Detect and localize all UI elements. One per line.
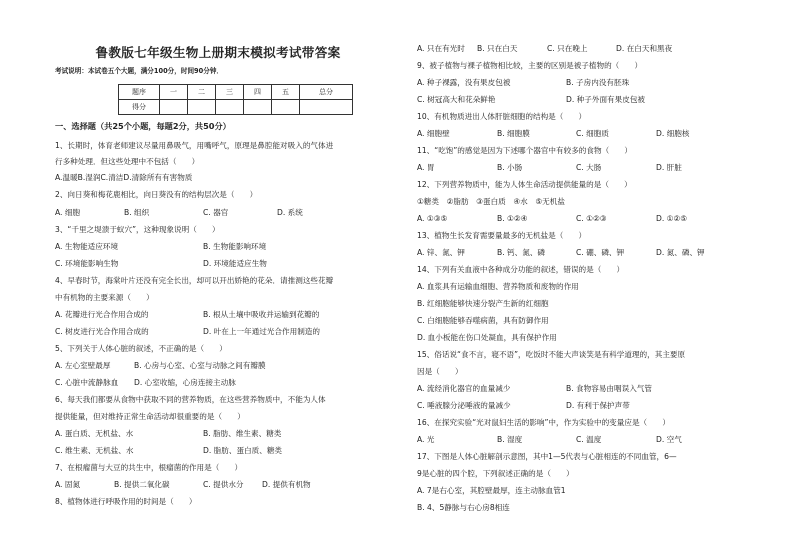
question-option: D. 血小板能在伤口处凝血，具有保护作用 (417, 333, 557, 342)
question-option: D. 空气 (656, 435, 682, 444)
question-option: B. 提供二氧化碳 (114, 480, 170, 489)
question-option: B. 根从土壤中吸收并运输到花瓣的 (203, 310, 320, 319)
question-stem: 9是心脏的四个腔，下列叙述正确的是（ ） (417, 469, 574, 478)
score-cell[interactable] (300, 100, 353, 115)
score-header-cell: 总分 (300, 85, 353, 100)
question-option: C. 只在晚上 (547, 44, 588, 53)
substance-list: ①糖类 ②脂肪 ③蛋白质 ④水 ⑤无机盐 (417, 197, 565, 206)
score-cell[interactable] (216, 100, 244, 115)
question-option: C. 维生素、无机盐、水 (55, 446, 134, 455)
question-option: A. 生物能适应环境 (55, 242, 119, 251)
question-option: B. 钙、氮、磷 (497, 248, 546, 257)
exam-note: 考试说明：本试卷五个大题，满分100分，时间90分钟． (55, 67, 224, 75)
question-option: C. 温度 (576, 435, 602, 444)
question-option: C. 白细胞能够吞噬病菌，具有防御作用 (417, 316, 549, 325)
page-title: 鲁教版七年级生物上册期末模拟考试带答案 (95, 45, 341, 60)
question-stem: 行多种处理．但这些处理中不包括（ ） (55, 157, 200, 166)
question-option: A. 固氮 (55, 480, 81, 489)
question-stem: 5、下列关于人体心脏的叙述，不正确的是（ ） (55, 344, 227, 353)
question-option: C. 环境能影响生物 (55, 259, 119, 268)
question-option: A. 胃 (417, 163, 435, 172)
question-option: B. 小肠 (497, 163, 523, 172)
question-stem: 8、植物体进行呼吸作用的时间是（ ） (55, 497, 197, 506)
score-header-cell: 三 (216, 85, 244, 100)
score-cell[interactable] (244, 100, 272, 115)
question-option: C. ①②③ (576, 214, 607, 223)
question-option: A. 细胞 (55, 208, 81, 217)
question-option: C. 器官 (203, 208, 229, 217)
question-option: A. 蛋白质、无机盐、水 (55, 429, 134, 438)
question-option: C. 心脏中流静脉血 (55, 378, 119, 387)
question-option: D. 心室收缩，心房连接主动脉 (134, 378, 236, 387)
question-option: B. 组织 (124, 208, 150, 217)
question-stem: 7、在根瘤菌与大豆的共生中，根瘤菌的作用是（ ） (55, 463, 243, 472)
question-option: B. 脂肪、维生素、糖类 (203, 429, 282, 438)
question-option: D. 有利于保护声带 (566, 401, 630, 410)
score-cell[interactable] (188, 100, 216, 115)
question-option: C. 唾液腺分泌唾液的量减少 (417, 401, 511, 410)
score-header-cell: 一 (160, 85, 188, 100)
question-option: B. 食物容易由咽误入气管 (566, 384, 652, 393)
question-option: D. 肝脏 (656, 163, 682, 172)
question-option: C. 提供水分 (203, 480, 244, 489)
question-option: B. 只在白天 (477, 44, 518, 53)
score-header-cell: 五 (272, 85, 300, 100)
question-option: D. 细胞核 (656, 129, 690, 138)
question-option: D. 脂肪、蛋白质、糖类 (203, 446, 283, 455)
question-option: C. 细胞质 (576, 129, 609, 138)
question-stem: 6、每天我们都要从食物中获取不同的营养物质，在这些营养物质中，不能为人体 (55, 395, 326, 404)
question-option: A. 种子裸露，没有果皮包被 (417, 78, 511, 87)
question-option: A. 光 (417, 435, 435, 444)
question-option: D. 种子外面有果皮包被 (566, 95, 646, 104)
question-option: C. 硼、磷、钾 (576, 248, 625, 257)
question-option: A.温暖B.湿润C.清洁D.清除所有有害物质 (55, 173, 193, 182)
question-stem: 提供能量，但对维持正常生命活动却很重要的是（ ） (55, 412, 245, 421)
table-row (119, 100, 353, 115)
question-option: B. 红细胞能够快速分裂产生新的红细胞 (417, 299, 549, 308)
score-header-cell: 四 (244, 85, 272, 100)
question-stem: 3、“千里之堤溃于蚁穴”，这种现象说明（ ） (55, 225, 220, 234)
question-stem: 11、“吃饱”的感觉是因为下述哪个器官中有较多的食物（ ） (417, 146, 632, 155)
score-header-cell: 题序 (119, 85, 160, 100)
question-option: D. 氮、磷、钾 (656, 248, 705, 257)
question-option: B. 心房与心室、心室与动脉之间有瓣膜 (134, 361, 266, 370)
question-stem: 14、下列有关血液中各种成分功能的叙述，错误的是（ ） (417, 265, 625, 274)
question-option: D. 环境能适应生物 (203, 259, 267, 268)
score-table (118, 84, 353, 115)
question-option: B. 生物能影响环境 (203, 242, 267, 251)
question-stem: 4、早春时节，海棠叶片还没有完全长出，却可以开出娇艳的花朵．请推测这些花瓣 (55, 276, 334, 285)
score-header-cell: 二 (188, 85, 216, 100)
score-cell[interactable] (272, 100, 300, 115)
question-option: A. 只在有光时 (417, 44, 465, 53)
question-option: A. 细胞壁 (417, 129, 450, 138)
question-option: D. 提供有机物 (262, 480, 311, 489)
question-stem: 2、向日葵和梅花鹿相比，向日葵没有的结构层次是（ ） (55, 190, 258, 199)
question-option: D. ①②⑤ (656, 214, 688, 223)
question-stem: 12、下列营养物质中，能为人体生命活动提供能量的是（ ） (417, 180, 632, 189)
question-option: B. 细胞膜 (497, 129, 530, 138)
question-option: B. 4、5静脉与右心房8相连 (417, 503, 510, 512)
question-stem: 16、在探究实验“光对鼠妇生活的影响”中，作为实验中的变量应是（ ） (417, 418, 670, 427)
question-stem: 17、下图是人体心脏解剖示意图，其中1—5代表与心脏相连的不同血管，6— (417, 452, 677, 461)
question-option: D. 在白天和黑夜 (616, 44, 673, 53)
question-option: D. 叶在上一年通过光合作用制造的 (203, 327, 320, 336)
section-heading: 一、选择题（共25个小题，每题2分，共50分） (55, 121, 231, 131)
question-stem: 9、被子植物与裸子植物相比较，主要的区别是被子植物的（ ） (417, 61, 643, 70)
question-option: A. 血浆具有运输血细胞、营养物质和废物的作用 (417, 282, 579, 291)
score-cell[interactable] (160, 100, 188, 115)
question-option: A. 锌、氮、钾 (417, 248, 465, 257)
question-option: A. 花瓣进行光合作用合成的 (55, 310, 149, 319)
question-option: B. 湿度 (497, 435, 523, 444)
question-option: C. 大肠 (576, 163, 602, 172)
question-option: B. 子房内没有胚珠 (566, 78, 630, 87)
table-row (119, 85, 353, 100)
question-option: D. 系统 (277, 208, 303, 217)
question-option: A. 左心室壁最厚 (55, 361, 111, 370)
question-stem: 13、植物生长发育需要量最多的无机盐是（ ） (417, 231, 587, 240)
question-option: C. 树冠高大和花朵鲜艳 (417, 95, 496, 104)
question-stem: 1、长期时，体育老师建议尽量用鼻吸气，用嘴呼气，原理是鼻腔能对吸入的气体进 (55, 141, 334, 150)
question-stem: 中有机物的主要来源（ ） (55, 293, 154, 302)
question-stem: 10、有机物质进出人体肝脏细胞的结构是（ ） (417, 112, 587, 121)
question-stem: 因是（ ） (417, 367, 463, 376)
question-option: A. 7是右心室，其腔壁最厚，连主动脉血管1 (417, 486, 566, 495)
question-option: A. ①③⑤ (417, 214, 448, 223)
question-option: C. 树皮进行光合作用合成的 (55, 327, 149, 336)
question-option: B. ①②④ (497, 214, 528, 223)
question-option: A. 流经消化器官的血量减少 (417, 384, 511, 393)
question-stem: 15、俗话说“食不言，寝不语”，吃饭时不能大声谈笑是有科学道理的，其主要原 (417, 350, 686, 359)
score-row-label: 得分 (119, 100, 160, 115)
